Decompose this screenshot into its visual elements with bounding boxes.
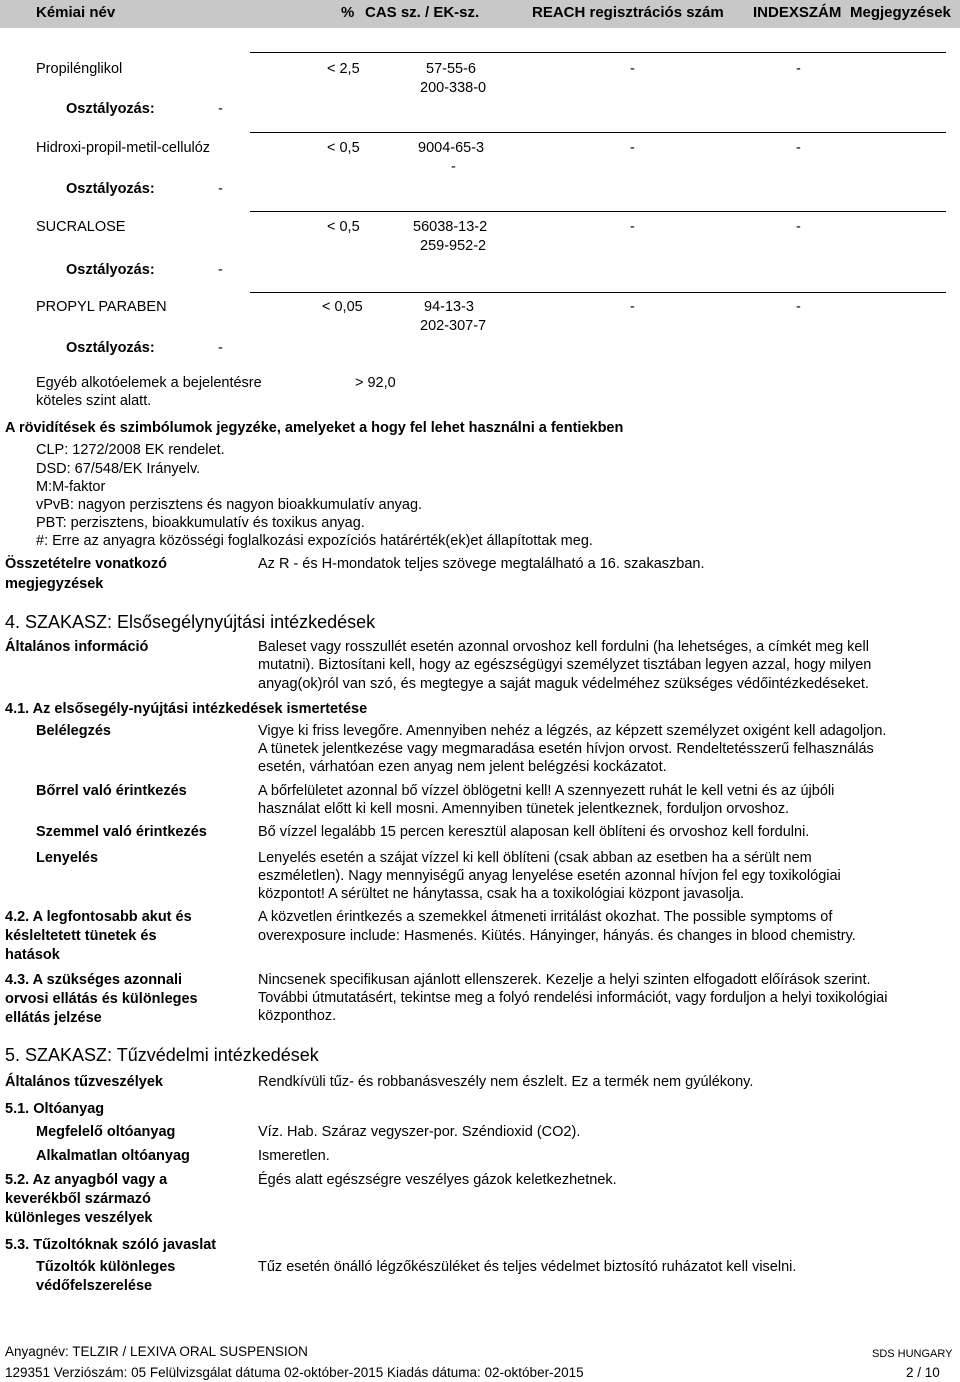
suitable-media-text: Víz. Hab. Száraz vegyszer-por. Széndioxid (CO2). <box>258 1124 581 1140</box>
eye-contact-label: Szemmel való érintkezés <box>36 824 207 840</box>
ingestion-line: Lenyelés esetén a szájat vízzel ki kell öblíteni (csak abban az esetben ha a sérült nem <box>258 850 812 866</box>
fire-hazards-text: Rendkívüli tűz- és robbanásveszély nem észlelt. Ez a termék nem gyúlékony. <box>258 1074 754 1090</box>
table-header <box>0 0 960 28</box>
general-info-line: Baleset vagy rosszullét esetén azonnal orvoshoz kell fordulni (ha lehetséges, a címkét meg kell <box>258 639 869 655</box>
component-reach: - <box>630 219 635 235</box>
component-cas: 9004-65-3 <box>418 140 485 156</box>
skin-contact-line: A bőrfelületet azonnal bő vízzel öblögetni kell! A szennyezett ruhát le kell vetni és az újbóli <box>258 783 835 799</box>
row-divider <box>250 211 946 212</box>
ingestion-line: központot! A sérültet ne hánytassa, csak ha a toxikológiai központ javasolja. <box>258 886 745 902</box>
composition-note-text: Az R - és H-mondatok teljes szövege megtalálható a 16. szakaszban. <box>258 556 705 572</box>
special-hazards-text: Égés alatt egészségre veszélyes gázok keletkezhetnek. <box>258 1172 617 1188</box>
footer-page-number: 2 / 10 <box>906 1365 940 1380</box>
component-percent: < 2,5 <box>327 61 360 77</box>
subsection-5-1-title: 5.1. Oltóanyag <box>5 1101 105 1117</box>
component-reach: - <box>630 140 635 156</box>
treatment-line: Nincsenek specifikusan ajánlott ellenszerek. Kezelje a helyi szinten elfogadott előírások szerint. <box>258 972 871 988</box>
subsection-4-2-title-3: hatások <box>5 947 60 963</box>
component-cas: 56038-13-2 <box>413 219 488 235</box>
other-components-line2: köteles szint alatt. <box>36 393 152 409</box>
ppe-label: Tűzoltók különleges <box>36 1259 176 1275</box>
abbreviation-item: PBT: perzisztens, bioakkumulatív és toxikus anyag. <box>36 515 365 531</box>
ppe-label-2: védőfelszerelése <box>36 1278 153 1294</box>
classification-label: Osztályozás: <box>66 262 155 278</box>
skin-contact-line: használat előtt ki kell mosni. Amennyiben tünetek jelentkeznek, forduljon orvoshoz. <box>258 801 790 817</box>
component-index: - <box>796 140 801 156</box>
subsection-5-3-title: 5.3. Tűzoltóknak szóló javaslat <box>5 1237 217 1253</box>
inhalation-label: Belélegzés <box>36 723 111 739</box>
component-name: Propilénglikol <box>36 61 123 77</box>
subsection-4-2-title-2: késleltetett tünetek és <box>5 928 157 944</box>
ppe-text: Tűz esetén önálló légzőkészüléket és teljes védelmet biztosító ruházatot kell viselni. <box>258 1259 797 1275</box>
abbreviation-item: vPvB: nagyon perzisztens és nagyon bioakkumulatív anyag. <box>36 497 423 513</box>
unsuitable-media-text: Ismeretlen. <box>258 1148 330 1164</box>
component-percent: < 0,05 <box>322 299 363 315</box>
footer-product-name: Anyagnév: TELZIR / LEXIVA ORAL SUSPENSION <box>5 1344 308 1359</box>
component-ec: 259-952-2 <box>420 238 487 254</box>
other-components-line1: Egyéb alkotóelemek a bejelentésre <box>36 375 262 391</box>
composition-note-label-2: megjegyzések <box>5 576 104 592</box>
subsection-4-2-title: 4.2. A legfontosabb akut és <box>5 909 192 925</box>
component-ec: 202-307-7 <box>420 318 487 334</box>
classification-value: - <box>218 340 223 356</box>
inhalation-line: esetén, várhatóan ezen anyag nem jelent belégzési kockázatot. <box>258 759 667 775</box>
subsection-5-2-title: 5.2. Az anyagból vagy a <box>5 1172 168 1188</box>
subsection-4-3-title: 4.3. A szükséges azonnali <box>5 972 183 988</box>
suitable-media-label: Megfelelő oltóanyag <box>36 1124 176 1140</box>
header-notes: Megjegyzések <box>850 4 951 21</box>
fire-hazards-label: Általános tűzveszélyek <box>5 1074 163 1090</box>
classification-label: Osztályozás: <box>66 101 155 117</box>
abbreviations-title: A rövidítések és szimbólumok jegyzéke, amelyeket a hogy fel lehet használni a fentiekben <box>5 420 624 436</box>
classification-label: Osztályozás: <box>66 340 155 356</box>
general-info-line: mutatni). Biztosítani kell, hogy az egészségügyi személyzet tisztában legyen azzal, hogy milyen <box>258 657 872 673</box>
eye-contact-text: Bő vízzel legalább 15 percen keresztül alaposan kell öblíteni és orvoshoz kell fordulni. <box>258 824 810 840</box>
ingestion-label: Lenyelés <box>36 850 99 866</box>
component-ec: 200-338-0 <box>420 80 487 96</box>
abbreviation-item: #: Erre az anyagra közösségi foglalkozási expozíciós határérték(ek)et állapítottak meg. <box>36 533 593 549</box>
abbreviation-item: DSD: 67/548/EK Irányelv. <box>36 461 201 477</box>
header-reach: REACH regisztrációs szám <box>532 4 724 21</box>
subsection-4-3-title-2: orvosi ellátás és különleges <box>5 991 198 1007</box>
section-5-title: 5. SZAKASZ: Tűzvédelmi intézkedések <box>5 1045 319 1065</box>
classification-label: Osztályozás: <box>66 181 155 197</box>
component-index: - <box>796 61 801 77</box>
inhalation-line: A tünetek jelentkezése vagy megmaradása esetén hívjon orvost. Rendeltetésszerű felhasználás <box>258 741 874 757</box>
header-percent: % <box>341 4 355 21</box>
component-ec: - <box>451 159 456 175</box>
skin-contact-label: Bőrrel való érintkezés <box>36 783 187 799</box>
component-cas: 94-13-3 <box>424 299 474 315</box>
subsection-4-3-title-3: ellátás jelzése <box>5 1010 102 1026</box>
inhalation-line: Vigye ki friss levegőre. Amennyiben nehéz a légzés, az képzett személyzet oxigént kell adagoljon. <box>258 723 887 739</box>
footer-meta: 129351 Verziószám: 05 Felülvizsgálat dátuma 02-október-2015 Kiadás dátuma: 02-október-2015 <box>5 1365 584 1380</box>
header-chemical-name: Kémiai név <box>36 4 116 21</box>
abbreviation-item: CLP: 1272/2008 EK rendelet. <box>36 442 225 458</box>
component-name: SUCRALOSE <box>36 219 126 235</box>
general-info-label: Általános információ <box>5 639 149 655</box>
component-name: Hidroxi-propil-metil-cellulóz <box>36 140 211 156</box>
footer-sds-label: SDS HUNGARY <box>872 1348 953 1360</box>
component-index: - <box>796 299 801 315</box>
subsection-5-2-title-3: különleges veszélyek <box>5 1210 153 1226</box>
composition-note-label: Összetételre vonatkozó <box>5 556 167 572</box>
header-cas: CAS sz. / EK-sz. <box>365 4 480 21</box>
treatment-line: További útmutatásért, tekintse meg a folyó rendelési információt, vagy forduljon a helyi toxikológiai <box>258 990 888 1006</box>
symptoms-line: overexposure include: Hasmenés. Kiütés. Hányinger, hányás. és changes in blood chemistry. <box>258 928 856 944</box>
unsuitable-media-label: Alkalmatlan oltóanyag <box>36 1148 190 1164</box>
component-reach: - <box>630 61 635 77</box>
classification-value: - <box>218 101 223 117</box>
other-components-percent: > 92,0 <box>355 375 396 391</box>
abbreviation-item: M:M-faktor <box>36 479 106 495</box>
component-reach: - <box>630 299 635 315</box>
section-4-title: 4. SZAKASZ: Elsősegélynyújtási intézkedések <box>5 612 376 632</box>
classification-value: - <box>218 181 223 197</box>
classification-value: - <box>218 262 223 278</box>
row-divider <box>250 132 946 133</box>
row-divider <box>250 52 946 53</box>
symptoms-line: A közvetlen érintkezés a szemekkel átmeneti irritálást okozhat. The possible symptoms of <box>258 909 833 925</box>
component-name: PROPYL PARABEN <box>36 299 167 315</box>
component-percent: < 0,5 <box>327 219 360 235</box>
general-info-line: anyag(ok)ról van szó, és megtegye a saját maguk védelméhez szükséges védőintézkedéseket. <box>258 676 869 692</box>
component-cas: 57-55-6 <box>426 61 476 77</box>
ingestion-line: eszméletlen). Nagy mennyiségű anyag lenyelése esetén azonnal hívjon fel egy toxikológiai <box>258 868 841 884</box>
header-index: INDEXSZÁM <box>753 4 842 21</box>
component-percent: < 0,5 <box>327 140 360 156</box>
treatment-line: központhoz. <box>258 1008 337 1024</box>
row-divider <box>250 292 946 293</box>
subsection-5-2-title-2: keverékből származó <box>5 1191 151 1207</box>
subsection-4-1-title: 4.1. Az elsősegély-nyújtási intézkedések ismertetése <box>5 701 368 717</box>
component-index: - <box>796 219 801 235</box>
